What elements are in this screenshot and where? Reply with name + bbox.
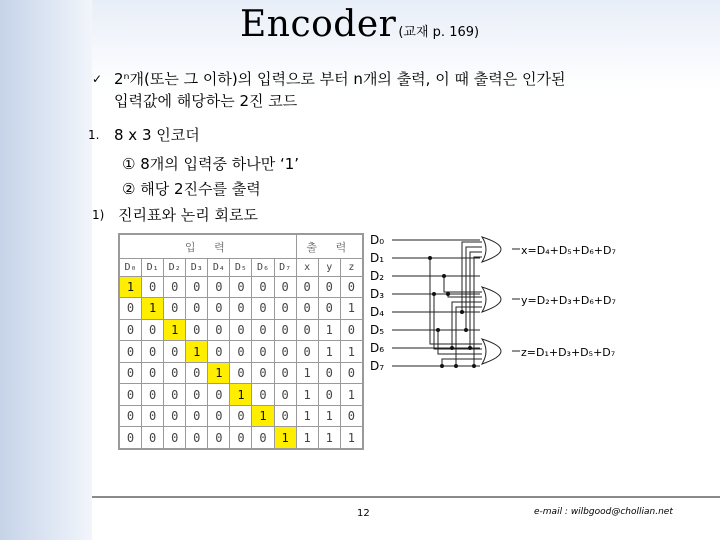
output-z-equation: z=D₁+D₃+D₅+D₇	[521, 346, 616, 359]
item-1-text: 8 x 3 인코더	[114, 126, 200, 144]
table-cell: 0	[164, 405, 186, 427]
footer-email: e-mail : wilbgood@chollian.net	[534, 507, 673, 517]
table-cell: 0	[208, 276, 230, 298]
table-cell: 0	[318, 276, 340, 298]
col-header: D₆	[252, 259, 274, 276]
table-cell: 0	[208, 384, 230, 406]
bullet-line-1: 2ⁿ개(또는 그 이하)의 입력으로 부터 n개의 출력, 이 때 출력은 인가된	[114, 70, 566, 88]
table-row	[120, 405, 363, 427]
table-cell: 0	[252, 276, 274, 298]
table-cell: 0	[274, 276, 296, 298]
table-cell: 0	[142, 276, 164, 298]
table-cell: 0	[208, 319, 230, 341]
table-cell: 0	[318, 384, 340, 406]
output-x-equation: x=D₄+D₅+D₆+D₇	[521, 244, 616, 257]
table-cell: 0	[252, 427, 274, 449]
table-cell: 0	[186, 319, 208, 341]
footer-divider	[92, 496, 720, 498]
table-cell: 1	[296, 405, 318, 427]
table-cell: 0	[230, 341, 252, 363]
table-cell: 0	[120, 298, 142, 320]
table-row	[120, 362, 363, 384]
table-cell: 1	[340, 298, 362, 320]
table-cell: 0	[230, 319, 252, 341]
table-row	[120, 427, 363, 449]
item-1-1-marker: 1)	[92, 208, 105, 222]
table-cell: 0	[186, 298, 208, 320]
table-cell: 0	[164, 362, 186, 384]
table-cell: 0	[230, 427, 252, 449]
table-cell: 1	[142, 298, 164, 320]
col-header: D₀	[120, 259, 142, 276]
col-header: x	[296, 259, 318, 276]
table-cell: 0	[120, 341, 142, 363]
output-group-header: 출 력	[296, 235, 362, 259]
table-cell: 0	[296, 341, 318, 363]
title-reference: (교재 p. 169)	[398, 25, 480, 40]
col-header: D₂	[164, 259, 186, 276]
table-row	[120, 298, 363, 320]
circuit-input-label: D₄	[370, 305, 385, 319]
table-cell: 1	[340, 427, 362, 449]
table-cell: 1	[318, 319, 340, 341]
input-group-header: 입 력	[120, 235, 297, 259]
table-row	[120, 319, 363, 341]
table-cell: 1	[274, 427, 296, 449]
checkmark-icon: ✓	[92, 72, 103, 86]
table-cell: 0	[230, 362, 252, 384]
table-cell: 0	[208, 341, 230, 363]
table-cell: 0	[186, 362, 208, 384]
table-row	[120, 341, 363, 363]
table-cell: 1	[318, 341, 340, 363]
table-cell: 0	[208, 427, 230, 449]
truth-table	[118, 233, 364, 450]
page-number: 12	[357, 508, 370, 519]
bullet-line-2: 입력값에 해당하는 2진 코드	[114, 92, 298, 110]
col-header: z	[340, 259, 362, 276]
table-cell: 1	[230, 384, 252, 406]
table-cell: 0	[318, 362, 340, 384]
item-1-1-text: 진리표와 논리 회로도	[118, 206, 258, 224]
table-cell: 1	[296, 427, 318, 449]
table-cell: 0	[252, 362, 274, 384]
table-cell: 0	[252, 384, 274, 406]
col-header: D₅	[230, 259, 252, 276]
table-cell: 0	[142, 319, 164, 341]
col-header: D₄	[208, 259, 230, 276]
slide-title	[240, 4, 479, 45]
table-cell: 0	[230, 298, 252, 320]
table-cell: 0	[340, 362, 362, 384]
table-cell: 0	[142, 341, 164, 363]
circuit-input-label: D₇	[370, 359, 385, 373]
table-cell: 0	[340, 405, 362, 427]
table-cell: 0	[120, 319, 142, 341]
sub-item-2: ② 해당 2진수를 출력	[122, 180, 261, 198]
sub-item-1: ① 8개의 입력중 하나만 ‘1’	[122, 155, 300, 173]
table-cell: 1	[296, 384, 318, 406]
table-cell: 0	[340, 319, 362, 341]
circuit-input-label: D₁	[370, 251, 385, 265]
encoder-logic-circuit	[370, 232, 618, 382]
table-cell: 1	[186, 341, 208, 363]
table-row	[120, 384, 363, 406]
table-cell: 1	[208, 362, 230, 384]
table-cell: 0	[142, 405, 164, 427]
table-cell: 0	[274, 362, 296, 384]
table-cell: 0	[120, 362, 142, 384]
table-cell: 1	[318, 405, 340, 427]
table-cell: 0	[186, 427, 208, 449]
table-cell: 0	[120, 427, 142, 449]
col-header: D₃	[186, 259, 208, 276]
table-cell: 0	[186, 405, 208, 427]
title-main: Encoder	[240, 4, 397, 45]
table-cell: 0	[296, 319, 318, 341]
left-decorative-band	[0, 0, 92, 540]
table-cell: 1	[120, 276, 142, 298]
table-cell: 0	[230, 276, 252, 298]
table-cell: 0	[296, 276, 318, 298]
circuit-input-label: D₃	[370, 287, 385, 301]
table-cell: 1	[252, 405, 274, 427]
table-cell: 0	[274, 319, 296, 341]
table-cell: 1	[164, 319, 186, 341]
table-cell: 0	[142, 384, 164, 406]
table-cell: 0	[252, 298, 274, 320]
col-header: y	[318, 259, 340, 276]
table-cell: 0	[252, 341, 274, 363]
table-cell: 0	[142, 362, 164, 384]
table-cell: 0	[274, 405, 296, 427]
table-cell: 0	[252, 319, 274, 341]
table-cell: 1	[318, 427, 340, 449]
table-cell: 0	[164, 298, 186, 320]
circuit-input-label: D₅	[370, 323, 385, 337]
table-cell: 0	[120, 384, 142, 406]
table-cell: 0	[120, 405, 142, 427]
table-cell: 0	[208, 298, 230, 320]
table-cell: 1	[340, 341, 362, 363]
col-header: D₇	[274, 259, 296, 276]
circuit-input-label: D₀	[370, 233, 385, 247]
table-cell: 0	[274, 341, 296, 363]
table-cell: 0	[318, 298, 340, 320]
table-cell: 0	[142, 427, 164, 449]
table-cell: 0	[186, 384, 208, 406]
column-header-row	[120, 259, 363, 276]
circuit-input-label: D₂	[370, 269, 385, 283]
table-cell: 0	[274, 298, 296, 320]
item-1-marker: 1.	[88, 128, 100, 142]
table-cell: 0	[164, 276, 186, 298]
table-cell: 0	[164, 341, 186, 363]
table-cell: 0	[164, 384, 186, 406]
table-cell: 0	[186, 276, 208, 298]
circuit-input-label: D₆	[370, 341, 385, 355]
table-cell: 1	[296, 362, 318, 384]
table-row	[120, 276, 363, 298]
table-cell: 0	[230, 405, 252, 427]
output-y-equation: y=D₂+D₃+D₆+D₇	[521, 294, 616, 307]
table-cell: 0	[340, 276, 362, 298]
col-header: D₁	[142, 259, 164, 276]
table-cell: 0	[296, 298, 318, 320]
table-cell: 0	[274, 384, 296, 406]
table-cell: 0	[164, 427, 186, 449]
table-cell: 1	[340, 384, 362, 406]
table-cell: 0	[208, 405, 230, 427]
